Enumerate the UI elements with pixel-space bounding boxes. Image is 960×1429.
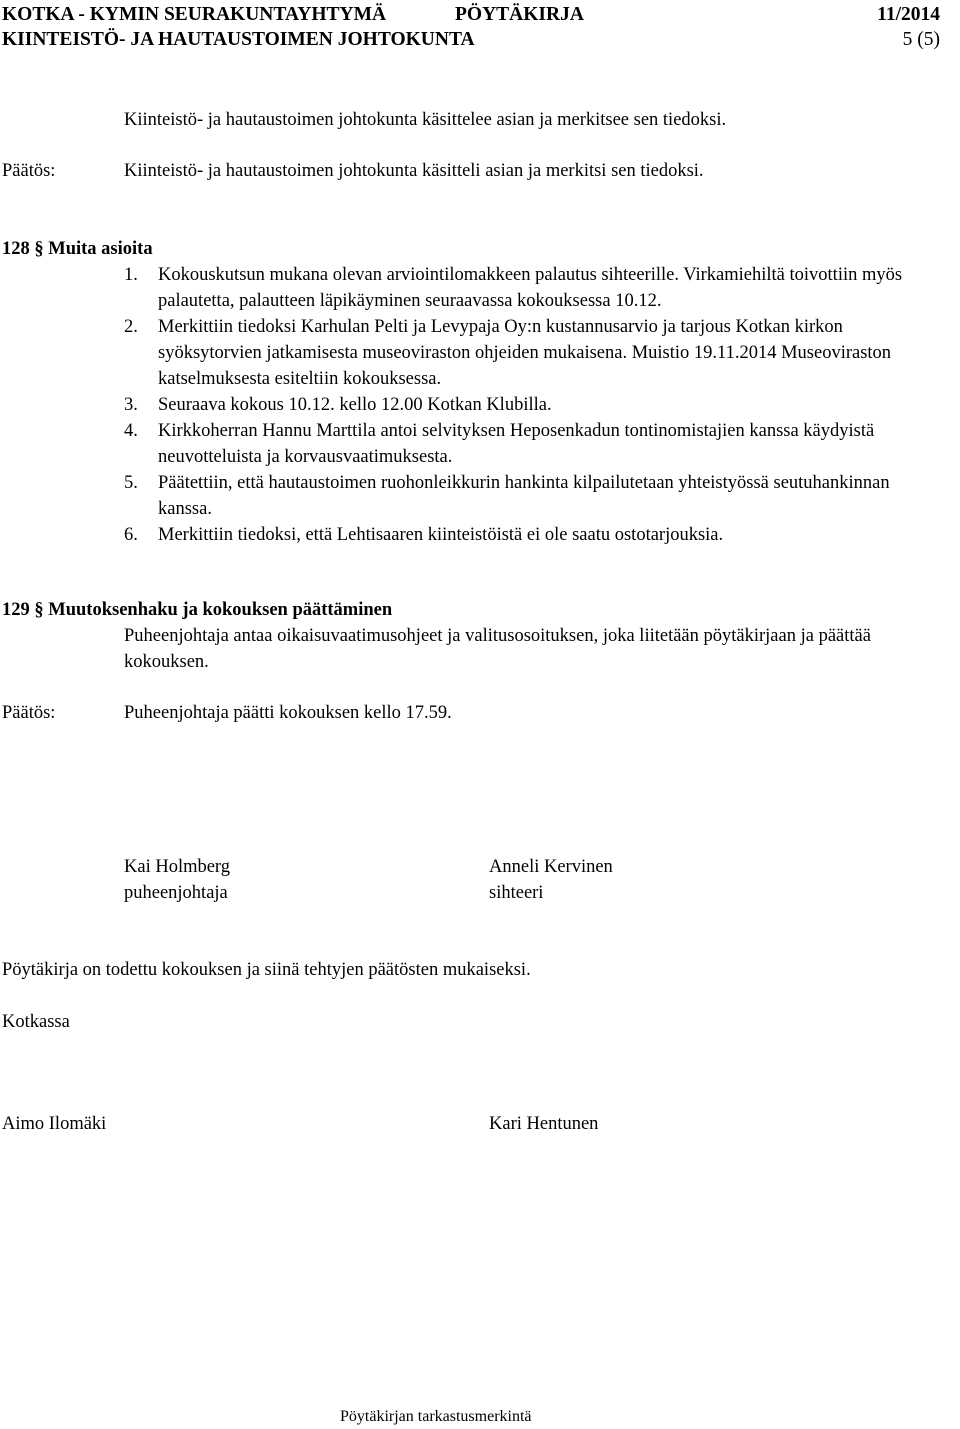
page-number: 5 (5) [902, 29, 940, 50]
verification-statement: Pöytäkirja on todettu kokouksen ja siinä tehtyjen päätösten mukaiseksi. [2, 960, 531, 980]
chair-name: Kai Holmberg [124, 857, 231, 877]
list-item [124, 392, 940, 418]
list-item [124, 262, 940, 314]
secretary-name: Anneli Kervinen [489, 857, 613, 877]
decision-text: Kiinteistö- ja hautaustoimen johtokunta käsitteli asian ja merkitsi sen tiedoksi. [124, 161, 704, 181]
checker-name-1: Aimo Ilomäki [2, 1114, 107, 1134]
document-type: PÖYTÄKIRJA [455, 4, 584, 25]
list-item [124, 418, 940, 470]
section-128-list [124, 262, 940, 548]
list-item-text: Kokouskutsun mukana olevan arviointilomakkeen palautus sihteerille. Virkamiehiltä toivottiin myös palautetta, palautteen läpikäyminen seuraavassa kokouksessa 10.12. [158, 265, 903, 311]
list-item-number: 6. [124, 525, 138, 545]
checker-name-2: Kari Hentunen [489, 1114, 599, 1134]
list-item-number: 2. [124, 317, 138, 337]
list-item-number: 1. [124, 265, 138, 285]
list-item-text: Päätettiin, että hautaustoimen ruohonleikkurin hankinta kilpailutetaan yhteistyössä seutuhankinnan kanssa. [158, 473, 890, 519]
list-item-number: 5. [124, 473, 138, 493]
section-129-title: 129 § Muutoksenhaku ja kokouksen päättäminen [2, 600, 393, 620]
decision-text: Puheenjohtaja päätti kokouksen kello 17.59. [124, 703, 452, 723]
list-item-number: 3. [124, 395, 138, 415]
document-number: 11/2014 [877, 4, 940, 25]
list-item [124, 314, 940, 392]
list-item-text: Merkittiin tiedoksi Karhulan Pelti ja Levypaja Oy:n kustannusarvio ja tarjous Kotkan kirkon syöksytorvien jatkamisesta museoviraston ohjeiden mukaisena. Muistio 19.11.2014 Museoviraston katselmuksesta esiteltiin kokouksessa. [158, 317, 892, 389]
footer-text: Pöytäkirjan tarkastusmerkintä [340, 1408, 532, 1425]
decision-label: Päätös: [2, 161, 56, 181]
board-name: KIINTEISTÖ- JA HAUTAUSTOIMEN JOHTOKUNTA [2, 29, 475, 50]
organization-name: KOTKA - KYMIN SEURAKUNTAYHTYMÄ [2, 4, 387, 25]
list-item-number: 4. [124, 421, 138, 441]
verification-place: Kotkassa [2, 1012, 70, 1032]
section-129-body: Puheenjohtaja antaa oikaisuvaatimusohjeet ja valitusosoituksen, joka liitetään pöytäkirjaan ja päättää kokouksen. [124, 626, 871, 672]
secretary-role: sihteeri [489, 883, 544, 903]
chair-role: puheenjohtaja [124, 883, 228, 903]
list-item [124, 470, 940, 522]
section-128-title: 128 § Muita asioita [2, 239, 153, 259]
list-item-text: Kirkkoherran Hannu Marttila antoi selvityksen Heposenkadun tontinomistajien kanssa käydyistä neuvotteluista ja korvausvaatimuksesta. [158, 421, 875, 467]
decision-label: Päätös: [2, 703, 56, 723]
list-item [124, 522, 940, 548]
proposal-text: Kiinteistö- ja hautaustoimen johtokunta käsittelee asian ja merkitsee sen tiedoksi. [124, 110, 727, 130]
list-item-text: Merkittiin tiedoksi, että Lehtisaaren kiinteistöistä ei ole saatu ostotarjouksia. [158, 525, 724, 545]
list-item-text: Seuraava kokous 10.12. kello 12.00 Kotkan Klubilla. [158, 395, 552, 415]
